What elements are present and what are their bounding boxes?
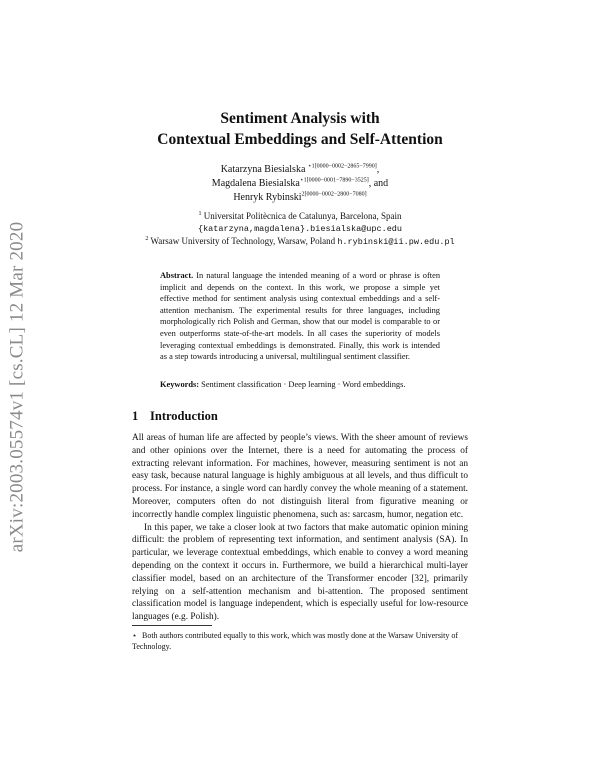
arxiv-stamp: [2, 205, 32, 568]
keywords-label: Keywords:: [160, 380, 200, 389]
affiliation-text: Universitat Politècnica de Catalunya, Barcelona, Spain: [203, 211, 402, 221]
author-name: Henryk Rybinski: [233, 192, 302, 203]
keywords-text: Sentiment classification · Deep learning · Word embeddings.: [201, 380, 406, 389]
footnote-rule: [132, 625, 212, 626]
paper-title: [0, 108, 600, 150]
affiliation-mark: 2: [145, 236, 149, 242]
footnote-text: Both authors contributed equally to this work, which was mostly done at the Warsaw University of Technology.: [132, 631, 459, 651]
author-3: [0, 191, 600, 205]
affiliation-mark: 1: [198, 211, 202, 217]
paragraph: All areas of human life are affected by people’s views. With the sheer amount of reviews and other opinions over the Internet, there is a need for automating the process of extracting relevant information. For machines, however, measuring sentiment is not an easy task, because natural language is highly ambiguous at all levels, and thus difficult to process. For instance, a single word can hardly convey the whole meaning of a statement. Moreover, computers often do not distinguish literal from figurative meaning or incorrectly handle complex linguistic phenomena, such as: sarcasm, humor, negation etc.: [132, 433, 468, 520]
affiliation-1: [0, 210, 600, 223]
author-orcid[interactable]: ⋆1[0000−0002−2865−7990]: [307, 163, 377, 170]
keywords: [160, 379, 450, 391]
paragraph: In this paper, we take a closer look at two factors that make automatic opinion mining difficult: the problem of representing text information, and sentiment analysis (SA). In particular, we leverage contextual embeddings, which enable to convey a word meaning depending on the context it occurs in. Furthermore, we build a hierarchical multi-layer classifier model, based on an architecture of the Transformer encoder [32], primarily relying on a self-attention mechanism and bi-attention. The proposed sentiment classification model is language independent, which is especially useful for low-resource languages (e.g. Polish).: [132, 522, 468, 623]
section-body: [132, 432, 468, 624]
arxiv-stamp-text: arXiv:2003.05574v1 [cs.CL] 12 Mar 2020: [6, 221, 27, 552]
affiliation-text: Warsaw University of Technology, Warsaw, Poland: [150, 236, 336, 246]
section-heading: [132, 409, 218, 424]
author-2: [0, 177, 600, 191]
affiliations: [0, 210, 600, 249]
abstract-text: In natural language the intended meaning of a word or phrase is often implicit and depends on the context. In this work, we propose a simple yet effective method for sentiment analysis using contextual embeddings and a self-attention mechanism. The experimental results for three languages, including morphologically rich Polish and German, show that our model is comparable to or even outperforms state-of-the-art models. In all cases the superiority of models leveraging contextual embeddings is demonstrated. Finally, this work is intended as a step towards introducing a universal, multilingual sentiment classifier.: [160, 271, 441, 362]
affiliation-2-email[interactable]: h.rybinski@ii.pw.edu.pl: [337, 237, 455, 247]
affiliation-2: [0, 235, 600, 249]
author-1: [0, 163, 600, 177]
affiliation-1-email[interactable]: {katarzyna,magdalena}.biesialska@upc.edu: [197, 223, 403, 234]
author-name: Magdalena Biesialska: [211, 178, 300, 189]
abstract: [160, 270, 440, 363]
footnote: [132, 630, 468, 652]
author-name: Katarzyna Biesialska: [220, 164, 306, 175]
author-list: [0, 163, 600, 205]
title-line-1: Sentiment Analysis with: [220, 110, 380, 127]
title-line-2: Contextual Embeddings and Self-Attention: [157, 131, 443, 148]
author-suffix: , and: [368, 178, 389, 189]
author-orcid[interactable]: ⋆1[0000−0001−7890−3525]: [299, 177, 369, 184]
section-number: 1: [132, 409, 139, 423]
author-suffix: ,: [376, 164, 380, 175]
author-orcid[interactable]: 2[0000−0002−2800−7080]: [301, 191, 367, 198]
section-title: Introduction: [150, 409, 218, 423]
footnote-mark: ⋆: [132, 631, 138, 640]
abstract-label: Abstract.: [160, 271, 194, 280]
